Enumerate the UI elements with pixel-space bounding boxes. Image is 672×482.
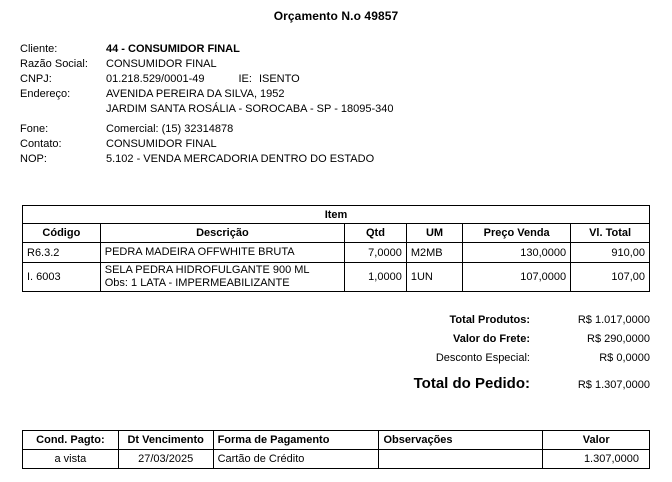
customer-row-endereco-line2 — [20, 102, 672, 117]
item-descricao-main: PEDRA MADEIRA OFFWHITE BRUTA — [104, 246, 295, 258]
customer-value-endereco: AVENIDA PEREIRA DA SILVA, 1952 — [106, 88, 285, 100]
customer-value-cnpj: 01.218.529/0001-49 — [106, 73, 205, 85]
customer-value-endereco-line2: JARDIM SANTA ROSÁLIA - SOROCABA - SP - 18095-340 — [106, 103, 394, 115]
customer-label-nop: NOP: — [20, 153, 47, 165]
items-header-vl-total: Vl. Total — [571, 224, 650, 243]
items-header-qtd: Qtd — [345, 224, 407, 243]
items-header-preco-venda: Preço Venda — [463, 224, 571, 243]
payment-header-dt-vencimento: Dt Vencimento — [118, 431, 213, 450]
payment-table-header-row — [23, 431, 650, 450]
items-table — [22, 205, 650, 292]
item-qtd: 7,0000 — [345, 243, 407, 263]
items-header-um: UM — [406, 224, 462, 243]
total-produtos-label: Total Produtos: — [449, 314, 530, 326]
customer-label-contato: Contato: — [20, 138, 62, 150]
item-preco-venda: 107,0000 — [463, 263, 571, 292]
item-descricao-obs: Obs: 1 LATA - IMPERMEABILIZANTE — [104, 277, 290, 289]
item-um: 1UN — [406, 263, 462, 292]
table-row — [23, 450, 650, 469]
total-produtos-value: R$ 1.017,0000 — [577, 314, 650, 326]
payment-header-forma-pagamento: Forma de Pagamento — [213, 431, 379, 450]
payment-forma-pagamento: Cartão de Crédito — [213, 450, 379, 469]
customer-value-contato: CONSUMIDOR FINAL — [106, 138, 217, 150]
payment-valor: 1.307,0000 — [543, 450, 650, 469]
table-row — [23, 263, 650, 292]
page-title: Orçamento N.o 49857 — [273, 9, 399, 23]
totals-block — [350, 314, 650, 401]
items-table-group-header: Item — [23, 206, 650, 224]
customer-label-cliente: Cliente: — [20, 43, 58, 55]
ie-value-spacer — [252, 72, 259, 87]
cnpj-ie-spacer — [204, 72, 238, 87]
customer-value-cliente: 44 - CONSUMIDOR FINAL — [106, 43, 240, 55]
items-header-codigo: Código — [23, 224, 101, 243]
item-codigo: I. 6003 — [23, 263, 101, 292]
desconto-especial-row — [350, 352, 650, 371]
total-produtos-row — [350, 314, 650, 333]
customer-label-ie: IE: — [238, 73, 252, 85]
payment-header-cond-pagto: Cond. Pagto: — [23, 431, 119, 450]
items-table-header-row — [23, 224, 650, 243]
customer-label-endereco-line2 — [20, 102, 106, 117]
customer-row-endereco — [20, 87, 672, 102]
customer-label-fone: Fone: — [20, 123, 49, 135]
valor-frete-value: R$ 290,0000 — [587, 333, 650, 345]
item-vl-total: 910,00 — [571, 243, 650, 263]
payment-conditions-table — [22, 430, 650, 469]
payment-header-valor: Valor — [543, 431, 650, 450]
customer-value-razao-social: CONSUMIDOR FINAL — [106, 58, 217, 70]
payment-dt-vencimento: 27/03/2025 — [118, 450, 213, 469]
total-pedido-value: R$ 1.307,0000 — [577, 379, 650, 391]
customer-row-fone — [20, 122, 672, 137]
item-preco-venda: 130,0000 — [463, 243, 571, 263]
payment-cond-pagto: a vista — [23, 450, 119, 469]
customer-row-contato — [20, 137, 672, 152]
item-codigo: R6.3.2 — [23, 243, 101, 263]
item-um: M2MB — [406, 243, 462, 263]
customer-row-cliente — [20, 42, 672, 57]
item-qtd: 1,0000 — [345, 263, 407, 292]
customer-row-cnpj — [20, 72, 672, 87]
item-descricao-main: SELA PEDRA HIDROFULGANTE 900 ML — [104, 264, 310, 276]
valor-frete-row — [350, 333, 650, 352]
item-vl-total: 107,00 — [571, 263, 650, 292]
customer-label-cnpj: CNPJ: — [20, 73, 52, 85]
payment-header-observacoes: Observações — [379, 431, 543, 450]
customer-label-razao-social: Razão Social: — [20, 58, 88, 70]
valor-frete-label: Valor do Frete: — [452, 333, 530, 345]
desconto-especial-label: Desconto Especial: — [435, 352, 530, 364]
customer-info-block — [0, 42, 672, 167]
payment-observacoes — [379, 450, 543, 469]
item-descricao — [100, 263, 344, 292]
customer-value-nop: 5.102 - VENDA MERCADORIA DENTRO DO ESTADO — [106, 153, 375, 165]
items-table-group-header-row — [23, 206, 650, 224]
total-pedido-row — [350, 375, 650, 401]
customer-row-nop — [20, 152, 672, 167]
desconto-especial-value: R$ 0,0000 — [599, 352, 650, 364]
customer-row-razao-social — [20, 57, 672, 72]
item-descricao — [100, 243, 344, 263]
table-row — [23, 243, 650, 263]
total-pedido-label: Total do Pedido: — [413, 375, 530, 392]
customer-value-fone: Comercial: (15) 32314878 — [106, 123, 234, 135]
customer-value-ie: ISENTO — [258, 73, 300, 85]
customer-label-endereco: Endereço: — [20, 88, 71, 100]
items-header-descricao: Descrição — [100, 224, 344, 243]
